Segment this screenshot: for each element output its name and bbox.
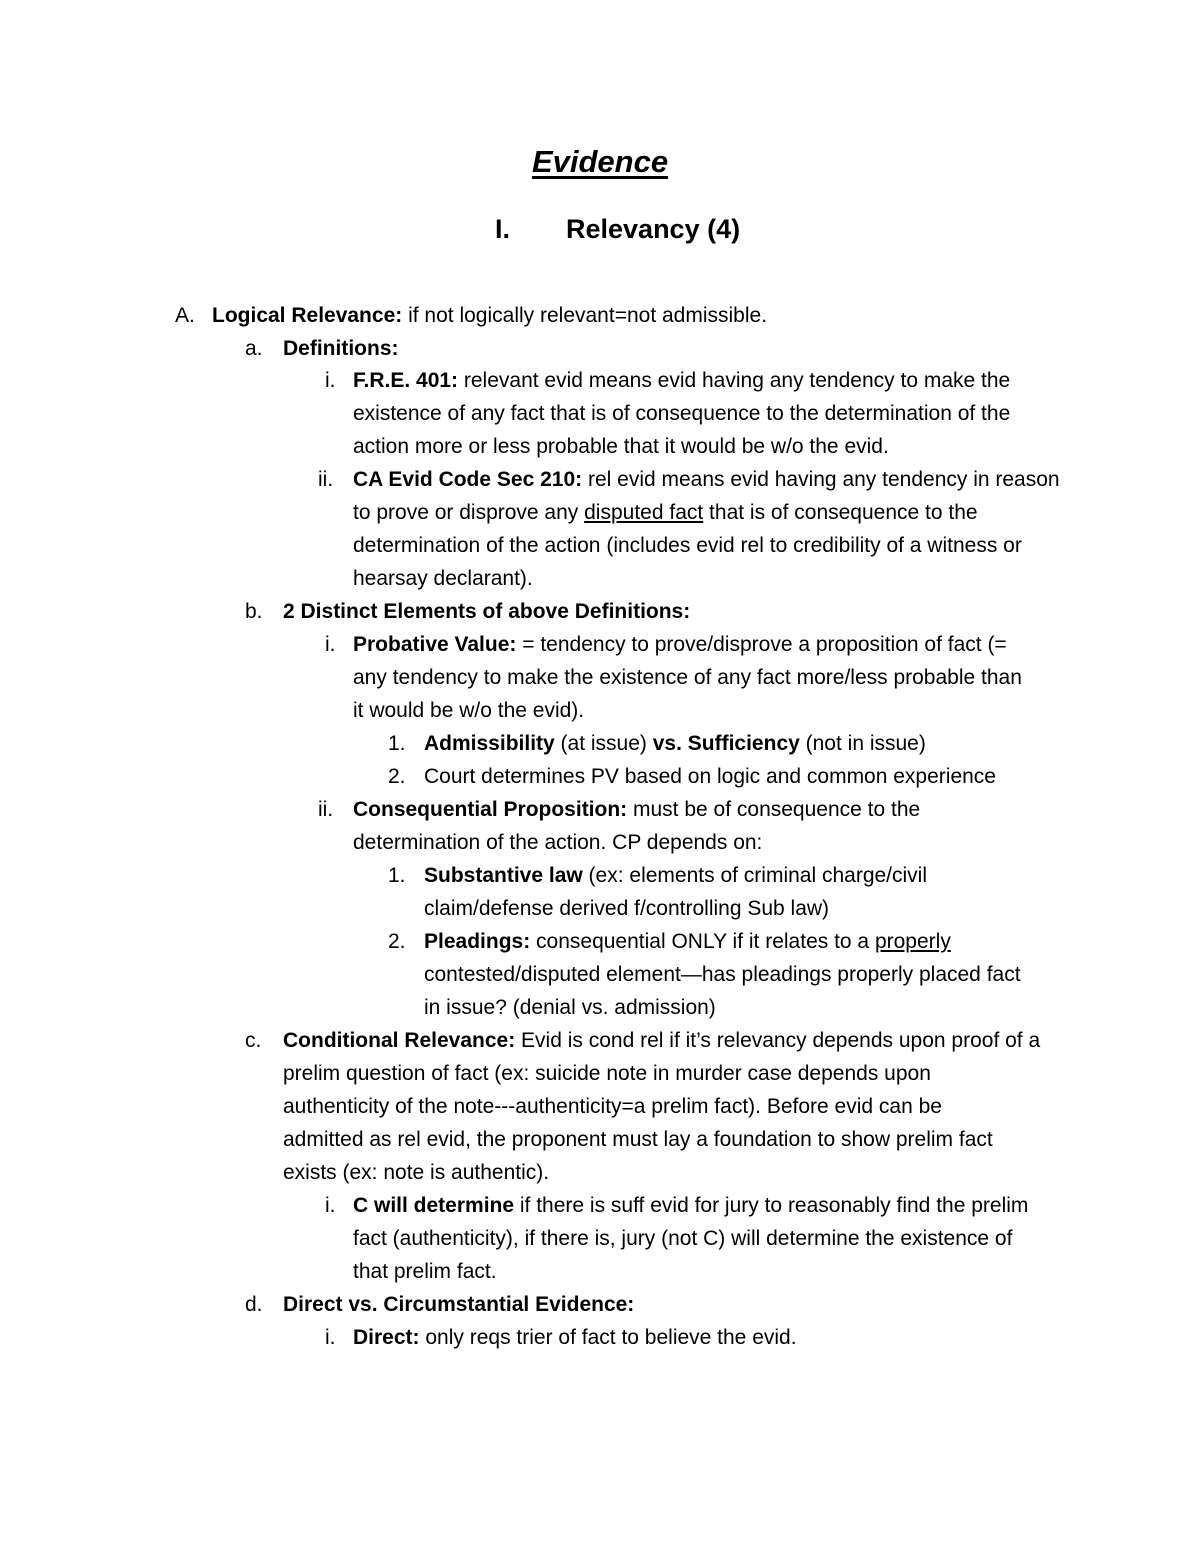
item-text-line [353, 496, 978, 529]
outline-marker-d: d. [245, 1293, 263, 1316]
item-text: only reqs trier of fact to believe the evid. [419, 1326, 797, 1349]
item-label: Pleadings: [424, 930, 531, 953]
outline-item-a-ii [353, 463, 1060, 496]
outline-marker-d-i: i. [325, 1326, 336, 1349]
item-text-line: determination of the action (includes evid rel to credibility of a witness or [353, 534, 1022, 557]
outline-marker-b-i: i. [325, 633, 336, 656]
outline-item-c-i [353, 1189, 1028, 1222]
item-text-line: prelim question of fact (ex: suicide note in murder case depends upon [283, 1062, 931, 1085]
outline-marker-b-i-1: 1. [388, 732, 406, 755]
item-text-line: hearsay declarant). [353, 567, 533, 590]
item-text-line: existence of any fact that is of consequence to the determination of the [353, 402, 1011, 425]
text-run: (ex: elements of criminal charge/civil [582, 864, 928, 887]
text-run: that is of consequence to the [703, 501, 978, 524]
item-label: Direct vs. Circumstantial Evidence: [283, 1293, 635, 1316]
item-label: Direct: [353, 1326, 420, 1349]
outline-item-b-ii [353, 793, 920, 826]
item-label: F.R.E. 401: [353, 369, 459, 392]
item-text-line: any tendency to make the existence of any fact more/less probable than [353, 666, 1022, 689]
item-text: rel evid means evid having any tendency in reason [582, 468, 1060, 491]
outline-item-c [283, 1024, 1040, 1057]
underlined-term: properly [874, 930, 951, 953]
item-text-line: determination of the action. CP depends on: [353, 831, 763, 854]
outline-marker-b-ii-1: 1. [388, 864, 406, 887]
outline-item-A [212, 299, 767, 332]
item-text-line: exists (ex: note is authentic). [283, 1161, 550, 1184]
outline-item-b-i-1 [424, 727, 926, 760]
item-text: Evid is cond rel if it’s relevancy depends upon proof of a [515, 1029, 1041, 1052]
text-run: consequential ONLY if it relates to a [530, 930, 875, 953]
underlined-term: disputed fact [584, 501, 704, 524]
item-label: Consequential Proposition: [353, 798, 628, 821]
item-label: vs. Sufficiency [652, 732, 800, 755]
item-text: if there is suff evid for jury to reasonably find the prelim [514, 1194, 1029, 1217]
item-text-line: fact (authenticity), if there is, jury (not C) will determine the existence of [353, 1227, 1013, 1250]
item-text-line: action more or less probable that it would be w/o the evid. [353, 435, 889, 458]
outline-marker-a-i: i. [325, 369, 336, 392]
outline-item-d [283, 1288, 634, 1321]
item-label: Logical Relevance: [212, 304, 403, 327]
outline-marker-a-ii: ii. [318, 468, 334, 491]
outline-marker-c-i: i. [325, 1194, 336, 1217]
item-label: 2 Distinct Elements of above Definitions: [283, 600, 691, 623]
item-text-line: in issue? (denial vs. admission) [424, 996, 716, 1019]
item-label: Admissibility [424, 732, 555, 755]
outline-marker-b-i-2: 2. [388, 765, 406, 788]
item-label: Definitions: [283, 337, 399, 360]
section-title: Relevancy (4) [566, 214, 741, 244]
item-text: must be of consequence to the [627, 798, 921, 821]
outline-item-d-i [353, 1321, 797, 1354]
text-run: (at issue) [554, 732, 653, 755]
outline-marker-a: a. [245, 337, 263, 360]
document-title: Evidence [531, 144, 669, 179]
item-text-line: that prelim fact. [353, 1260, 497, 1283]
item-label: CA Evid Code Sec 210: [353, 468, 583, 491]
outline-item-b-ii-2 [424, 925, 951, 958]
outline-item-b-ii-1 [424, 859, 927, 892]
outline-marker-b-ii-2: 2. [388, 930, 406, 953]
item-text-line: contested/disputed element—has pleadings properly placed fact [424, 963, 1021, 986]
item-text-line: authenticity of the note---authenticity=a prelim fact). Before evid can be [283, 1095, 942, 1118]
outline-marker-A: A. [175, 304, 195, 327]
item-text: if not logically relevant=not admissible. [402, 304, 768, 327]
outline-marker-b: b. [245, 600, 263, 623]
outline-item-b-i-2: Court determines PV based on logic and common experience [424, 765, 996, 788]
outline-item-b-i [353, 628, 1007, 661]
item-label: C will determine [353, 1194, 515, 1217]
item-text-line: claim/defense derived f/controlling Sub law) [424, 897, 830, 920]
text-run: (not in issue) [799, 732, 926, 755]
item-label: Substantive law [424, 864, 583, 887]
item-label: Probative Value: [353, 633, 517, 656]
section-number: I. [495, 214, 511, 244]
item-text: = tendency to prove/disprove a proposition of fact (= [516, 633, 1007, 656]
outline-marker-b-ii: ii. [318, 798, 334, 821]
text-run: to prove or disprove any [353, 501, 585, 524]
item-text-line: it would be w/o the evid). [353, 699, 585, 722]
item-label: Conditional Relevance: [283, 1029, 516, 1052]
item-text-line: admitted as rel evid, the proponent must lay a foundation to show prelim fact [283, 1128, 993, 1151]
section-heading [0, 214, 1200, 254]
outline-item-a-i [353, 364, 1010, 397]
outline-item-a [283, 332, 399, 365]
item-text: relevant evid means evid having any tendency to make the [458, 369, 1011, 392]
outline-item-b [283, 595, 690, 628]
outline-marker-c: c. [245, 1029, 262, 1052]
